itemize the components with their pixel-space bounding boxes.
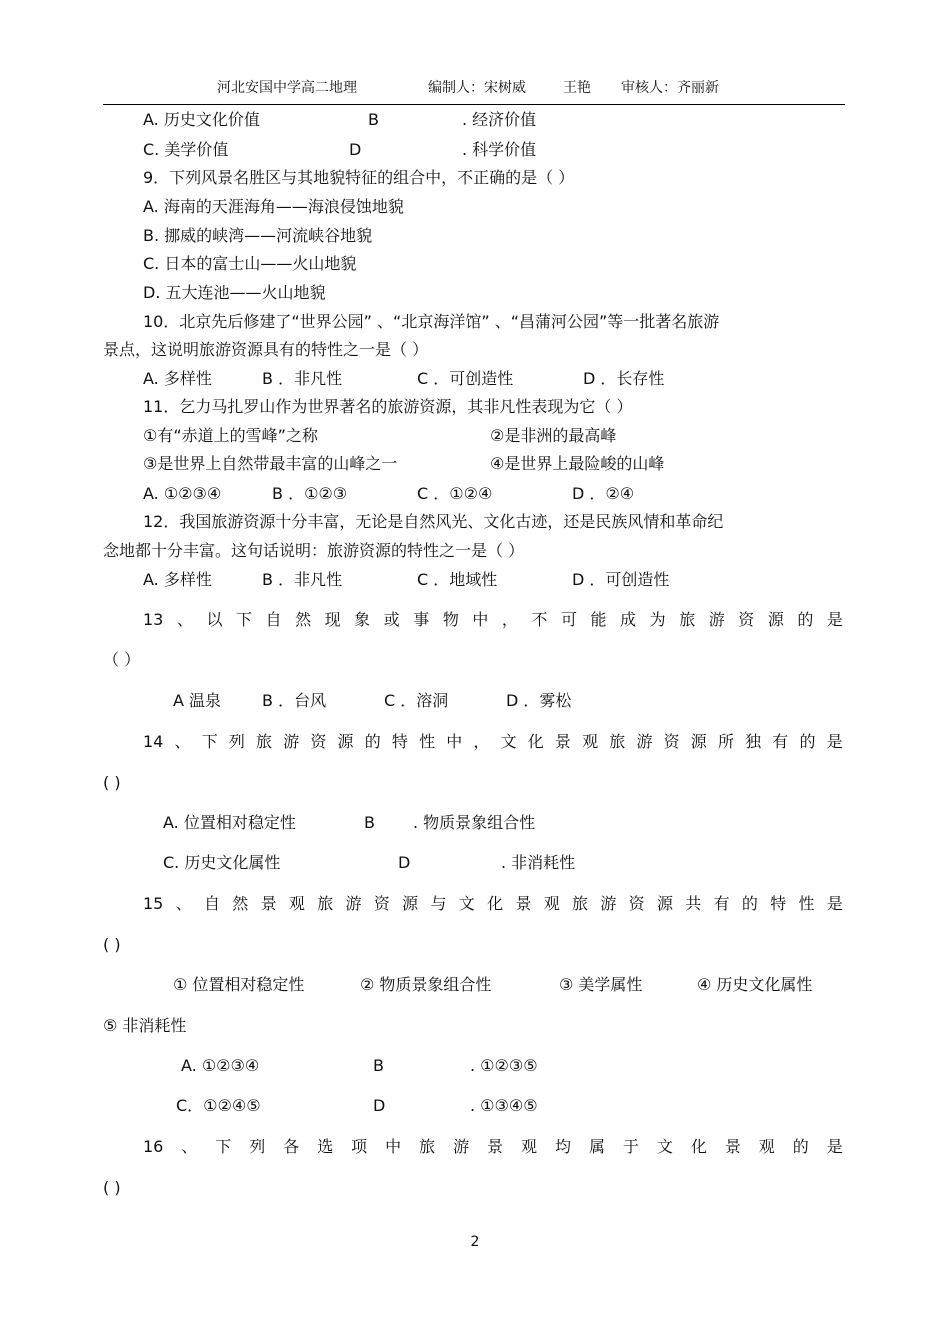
q8-option-d-text: . 科学价值 <box>462 140 537 159</box>
q13-stem <box>143 609 843 631</box>
q10-option-b: B ．非凡性 <box>262 369 343 388</box>
q14-stem-char: 所 <box>717 732 734 751</box>
q15-stem-char: 特 <box>770 894 787 913</box>
q15-stem-char: 游 <box>345 894 362 913</box>
q16-stem-char: 均 <box>554 1137 571 1156</box>
q14-stem-char: 游 <box>636 732 653 751</box>
q16-stem-char: 观 <box>521 1137 538 1156</box>
q15-stem-char: 观 <box>543 894 560 913</box>
q16-stem-char: 的 <box>792 1137 809 1156</box>
q14-option-d-letter: D <box>398 853 411 872</box>
q13-stem-char: 物 <box>442 610 459 629</box>
q16-stem-char: 是 <box>826 1137 843 1156</box>
q13-stem-char: 象 <box>354 610 371 629</box>
q10-stem-line1: 10．北京先后修建了“世界公园” 、“北京海洋馆” 、“昌蒲河公园”等一批著名旅游 <box>143 312 720 331</box>
q14-stem-char: 的 <box>799 732 816 751</box>
q16-stem-char: 中 <box>385 1137 402 1156</box>
q15-stem-char: 游 <box>600 894 617 913</box>
header-editor: 编制人：宋树威 <box>428 80 526 96</box>
q15-stem <box>143 893 843 915</box>
header-school: 河北安国中学高二地理 <box>217 80 357 96</box>
q13-stem-char: 能 <box>590 610 607 629</box>
q14-stem-char: 旅 <box>256 732 273 751</box>
q15-stem-char: 景 <box>260 894 277 913</box>
q13-answer-paren: （ ） <box>103 650 141 669</box>
q16-answer-paren: ( ) <box>103 1178 121 1197</box>
q15-stem-char: 资 <box>628 894 645 913</box>
q13-option-d: D ．雾松 <box>506 691 572 710</box>
q16-stem-char: 属 <box>588 1137 605 1156</box>
q15-stem-char: 旅 <box>572 894 589 913</box>
q13-stem-char: 资 <box>738 610 755 629</box>
q15-item-1: ① 位置相对稳定性 <box>173 975 305 994</box>
q13-stem-char: 不 <box>531 610 548 629</box>
q14-stem-char: 是 <box>826 732 843 751</box>
q16-stem-char: 于 <box>622 1137 639 1156</box>
q14-stem-char: 旅 <box>609 732 626 751</box>
q16-stem-char: 景 <box>724 1137 741 1156</box>
q16-stem-char: 游 <box>453 1137 470 1156</box>
q14-stem-char: 特 <box>391 732 408 751</box>
q15-option-c: C．①②④⑤ <box>176 1096 261 1115</box>
q14-answer-paren: ( ) <box>103 773 121 792</box>
q13-stem-char: 自 <box>265 610 282 629</box>
q16-stem-char: 景 <box>487 1137 504 1156</box>
q14-stem-char: 源 <box>337 732 354 751</box>
q13-stem-char: 的 <box>797 610 814 629</box>
q16-stem-char: 观 <box>758 1137 775 1156</box>
q9-option-b: B. 挪威的峡湾——河流峡谷地貌 <box>143 226 373 245</box>
q14-stem-char: 列 <box>228 732 245 751</box>
q8-option-d-letter: D <box>349 140 362 159</box>
header-reviewer: 审核人：齐丽新 <box>621 80 719 96</box>
q8-option-a: A. 历史文化价值 <box>143 110 260 129</box>
q13-stem-char: 然 <box>295 610 312 629</box>
q15-option-b-letter: B <box>373 1056 384 1075</box>
q13-stem-char: 是 <box>826 610 843 629</box>
q14-stem-char: 14 <box>143 732 164 751</box>
q12-option-c: C ．地域性 <box>417 570 498 589</box>
q14-stem-char: 源 <box>690 732 707 751</box>
q16-stem <box>143 1136 843 1158</box>
q15-stem-char: 化 <box>487 894 504 913</box>
q15-stem-char: 的 <box>741 894 758 913</box>
q14-stem-char: 、 <box>174 732 191 751</box>
q9-stem: 9．下列风景名胜区与其地貌特征的组合中，不正确的是（ ） <box>143 168 575 187</box>
q15-stem-char: 自 <box>203 894 220 913</box>
q16-stem-char: 下 <box>215 1137 232 1156</box>
q15-stem-char: 与 <box>430 894 447 913</box>
q13-stem-char: 事 <box>413 610 430 629</box>
q14-stem <box>143 731 843 753</box>
q10-option-d: D ．长存性 <box>583 369 665 388</box>
q10-option-c: C ．可创造性 <box>417 369 514 388</box>
q15-item-2: ② 物质景象组合性 <box>360 975 492 994</box>
q9-option-a: A. 海南的天涯海角——海浪侵蚀地貌 <box>143 197 404 216</box>
q13-stem-char: ， <box>501 610 518 629</box>
q14-option-c: C. 历史文化属性 <box>163 853 281 872</box>
q14-stem-char: 观 <box>582 732 599 751</box>
q14-stem-char: 资 <box>310 732 327 751</box>
q15-option-b-text: . ①②③⑤ <box>470 1056 538 1075</box>
q16-stem-char: 旅 <box>419 1137 436 1156</box>
q12-option-b: B ．非凡性 <box>262 570 343 589</box>
q13-option-c: C ．溶洞 <box>384 691 449 710</box>
q13-stem-char: 下 <box>235 610 252 629</box>
q13-stem-char: 或 <box>383 610 400 629</box>
q15-option-a: A. ①②③④ <box>181 1056 260 1075</box>
q14-stem-char: 的 <box>364 732 381 751</box>
q14-stem-char: 中 <box>446 732 463 751</box>
q12-stem-line1: 12．我国旅游资源十分丰富，无论是自然风光、文化古迹，还是民族风情和革命纪 <box>143 512 724 531</box>
q11-option-b: B ．①②③ <box>272 484 348 503</box>
q14-option-d-text: . 非消耗性 <box>501 853 576 872</box>
q13-stem-char: 成 <box>620 610 637 629</box>
q12-option-a: A. 多样性 <box>143 570 212 589</box>
q15-stem-char: 有 <box>713 894 730 913</box>
q16-stem-char: 列 <box>249 1137 266 1156</box>
q15-stem-char: 源 <box>656 894 673 913</box>
q11-item-3: ③是世界上自然带最丰富的山峰之一 <box>143 454 398 473</box>
q15-item-5: ⑤ 非消耗性 <box>103 1016 187 1035</box>
q15-stem-char: 资 <box>373 894 390 913</box>
q13-stem-char: 为 <box>649 610 666 629</box>
q13-stem-char: 现 <box>324 610 341 629</box>
q10-stem-line2: 景点，这说明旅游资源具有的特性之一是（ ） <box>103 340 429 359</box>
q15-stem-char: 是 <box>826 894 843 913</box>
q15-item-3: ③ 美学属性 <box>559 975 643 994</box>
q15-item-4: ④ 历史文化属性 <box>697 975 813 994</box>
q11-option-a: A. ①②③④ <box>143 484 222 503</box>
q13-option-b: B ．台风 <box>262 691 327 710</box>
q14-option-a: A. 位置相对稳定性 <box>163 813 296 832</box>
q11-stem: 11．乞力马扎罗山作为世界著名的旅游资源，其非凡性表现为它（ ） <box>143 397 633 416</box>
q15-stem-char: 共 <box>685 894 702 913</box>
q13-stem-char: 源 <box>767 610 784 629</box>
q15-stem-char: 观 <box>288 894 305 913</box>
q15-stem-char: 然 <box>232 894 249 913</box>
q14-stem-char: 化 <box>527 732 544 751</box>
q11-item-2: ②是非洲的最高峰 <box>490 426 617 445</box>
q16-stem-char: 16 <box>143 1137 164 1156</box>
q14-stem-char: 有 <box>772 732 789 751</box>
q13-stem-char: 、 <box>176 610 193 629</box>
q10-option-a: A. 多样性 <box>143 369 212 388</box>
page-number: 2 <box>470 1234 480 1250</box>
q14-stem-char: 下 <box>201 732 218 751</box>
q12-stem-line2: 念地都十分丰富。这句话说明：旅游资源的特性之一是（ ） <box>103 541 525 560</box>
q14-stem-char: 独 <box>745 732 762 751</box>
q16-stem-char: 文 <box>656 1137 673 1156</box>
q14-stem-char: ， <box>473 732 490 751</box>
q13-stem-char: 游 <box>708 610 725 629</box>
q16-stem-char: 选 <box>317 1137 334 1156</box>
q9-option-d: D. 五大连池——火山地貌 <box>143 283 326 302</box>
q13-stem-char: 可 <box>561 610 578 629</box>
q12-option-d: D ．可创造性 <box>572 570 670 589</box>
q15-stem-char: 旅 <box>317 894 334 913</box>
q14-stem-char: 景 <box>554 732 571 751</box>
q16-stem-char: 各 <box>283 1137 300 1156</box>
q13-stem-char: 旅 <box>679 610 696 629</box>
q16-stem-char: 项 <box>351 1137 368 1156</box>
q15-option-d-letter: D <box>373 1096 386 1115</box>
q15-option-d-text: . ①③④⑤ <box>470 1096 538 1115</box>
q13-stem-char: 中 <box>472 610 489 629</box>
q15-stem-char: 15 <box>143 894 164 913</box>
q15-stem-char: 文 <box>458 894 475 913</box>
q16-stem-char: 化 <box>690 1137 707 1156</box>
q13-option-a: A 温泉 <box>173 691 222 710</box>
q15-stem-char: 源 <box>402 894 419 913</box>
q11-item-4: ④是世界上最险峻的山峰 <box>490 454 665 473</box>
q11-option-c: C ．①②④ <box>417 484 493 503</box>
q11-item-1: ①有“赤道上的雪峰”之称 <box>143 426 318 445</box>
header-rule <box>103 104 845 105</box>
q15-answer-paren: ( ) <box>103 935 121 954</box>
q14-stem-char: 性 <box>419 732 436 751</box>
q11-option-d: D ．②④ <box>572 484 635 503</box>
q8-option-b-letter: B <box>368 110 379 129</box>
q14-stem-char: 游 <box>283 732 300 751</box>
q8-option-c: C. 美学价值 <box>143 140 229 159</box>
q15-stem-char: 、 <box>175 894 192 913</box>
q15-stem-char: 景 <box>515 894 532 913</box>
q16-stem-char: 、 <box>181 1137 198 1156</box>
q13-stem-char: 以 <box>206 610 223 629</box>
header-editor2: 王艳 <box>563 80 591 96</box>
q14-stem-char: 资 <box>663 732 680 751</box>
q8-option-b-text: . 经济价值 <box>462 110 537 129</box>
q15-stem-char: 性 <box>798 894 815 913</box>
q14-option-b-text: . 物质景象组合性 <box>413 813 536 832</box>
q14-stem-char: 文 <box>500 732 517 751</box>
q13-stem-char: 13 <box>143 610 164 629</box>
q9-option-c: C. 日本的富士山——火山地貌 <box>143 254 357 273</box>
q14-option-b-letter: B <box>364 813 375 832</box>
